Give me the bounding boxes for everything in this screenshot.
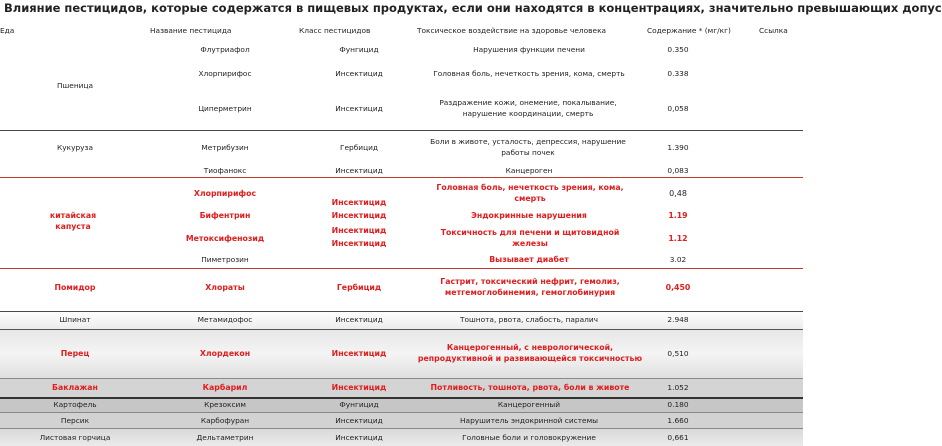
cell-pesticide: Хлордекон [199, 349, 251, 358]
separator [0, 428, 803, 429]
cell-effect: Боли в животе, усталость, депрессия, нарушение работы почек [430, 137, 626, 157]
cell-pesticide: Бифентрин [199, 211, 251, 220]
cell-content: 1.19 [668, 211, 688, 220]
cell-pesticide: Метрибузин [201, 143, 249, 152]
cell-content: 3.02 [669, 255, 687, 264]
cell-pesticide: Хлораты [205, 283, 245, 292]
cell-content: 0.338 [667, 69, 689, 78]
cell-food: Картофель [53, 400, 97, 409]
cell-pesticide: Дельтаметрин [196, 433, 254, 442]
column-header-content: Содержание * (мг/кг) [647, 26, 731, 35]
cell-effect: Эндокринные нарушения [471, 211, 587, 220]
cell-pesticide: Карбофуран [200, 416, 250, 425]
cell-content: 2.948 [667, 315, 689, 324]
cell-content: 1.12 [668, 234, 688, 243]
cell-effect: Канцерогенный, с неврологической, репродуктивной и развивающейся токсичностью [417, 343, 643, 363]
cell-effect: Раздражение кожи, онемение, покалывание, нарушение координации, смерть [439, 98, 617, 118]
cell-content: 1.052 [667, 383, 689, 392]
cell-class: Инсектицид [335, 69, 383, 78]
cell-class: Инсектицид [331, 198, 387, 207]
cell-content: 0,450 [665, 283, 691, 292]
cell-class: Гербицид [339, 143, 379, 152]
column-header-ref: Ссылка [759, 26, 788, 35]
cell-class: Инсектицид [335, 104, 383, 113]
cell-class: Инсектицид [331, 226, 387, 235]
cell-class: Фунгицид [339, 400, 379, 409]
cell-content: 0.180 [667, 400, 689, 409]
cell-effect: Канцероген [505, 166, 553, 175]
cell-food: Помидор [54, 283, 96, 292]
column-header-food: Еда [0, 26, 15, 35]
separator [0, 412, 803, 413]
cell-effect: Нарушения функции печени [473, 45, 585, 54]
cell-food: Персик [60, 416, 90, 425]
cell-effect: Головная боль, нечеткость зрения, кома, смерть [436, 183, 624, 203]
cell-pesticide: Крезоксим [204, 400, 246, 409]
cell-food: китайская капуста [49, 211, 97, 231]
cell-pesticide: Хлорпирифос [193, 189, 257, 198]
cell-effect: Канцерогенный [497, 400, 561, 409]
column-header-effect: Токсическое воздействие на здоровье человека [417, 26, 607, 35]
cell-class: Инсектицид [331, 349, 387, 358]
cell-pesticide: Циперметрин [198, 104, 252, 113]
cell-pesticide: Хлорпирифос [198, 69, 252, 78]
cell-pesticide: Метоксифенозид [185, 234, 265, 243]
cell-effect: Токсичность для печени и щитовидной железы [440, 228, 620, 248]
cell-effect: Головная боль, нечеткость зрения, кома, смерть [433, 69, 625, 78]
cell-food: Листовая горчица [39, 433, 111, 442]
cell-effect: Головные боли и головокружение [462, 433, 596, 442]
cell-food: Шпинат [59, 315, 91, 324]
cell-pesticide: Тиофанокс [203, 166, 247, 175]
separator [0, 130, 803, 131]
cell-content: 1.660 [667, 416, 689, 425]
cell-effect: Вызывает диабет [489, 255, 569, 264]
page-title: Влияние пестицидов, которые содержатся в пищевых продуктах, если они находятся в концентрациях, значительно превышающих допус [4, 1, 942, 15]
cell-class: Инсектицид [335, 433, 383, 442]
cell-pesticide: Карбарил [202, 383, 248, 392]
separator [0, 378, 803, 379]
cell-effect: Потливость, тошнота, рвота, боли в животе [430, 383, 630, 392]
cell-pesticide: Метамидофос [197, 315, 253, 324]
cell-content: 0,058 [667, 104, 689, 113]
cell-effect: Тошнота, рвота, слабость, паралич [459, 315, 599, 324]
cell-class: Инсектицид [335, 315, 383, 324]
cell-content: 1.390 [667, 143, 689, 152]
cell-food: Пшеница [56, 81, 94, 90]
cell-class: Инсектицид [335, 166, 383, 175]
separator [0, 329, 803, 330]
separator [0, 311, 803, 312]
cell-food: Перец [60, 349, 90, 358]
cell-content: 0,510 [667, 349, 689, 358]
cell-class: Гербицид [336, 283, 382, 292]
cell-content: 0,083 [667, 166, 689, 175]
separator [0, 268, 803, 269]
cell-class: Инсектицид [331, 383, 387, 392]
column-header-class: Класс пестицидов [299, 26, 371, 35]
cell-food: Баклажан [52, 383, 98, 392]
cell-effect: Гастрит, токсический нефрит, гемолиз, метгемоглобинемия, гемоглобинурия [440, 277, 620, 297]
cell-content: 0,661 [667, 433, 689, 442]
cell-content: 0.350 [667, 45, 689, 54]
cell-content: 0,48 [669, 189, 687, 198]
column-header-pesticide: Название пестицида [150, 26, 232, 35]
cell-food: Кукуруза [57, 143, 93, 152]
cell-pesticide: Пиметрозин [201, 255, 249, 264]
cell-class: Инсектицид [335, 416, 383, 425]
cell-class: Инсектицид [331, 211, 387, 220]
cell-pesticide: Флутриафол [200, 45, 250, 54]
cell-effect: Нарушитель эндокринной системы [459, 416, 598, 425]
cell-class: Инсектицид [331, 239, 387, 248]
cell-class: Фунгицид [339, 45, 379, 54]
separator [0, 177, 803, 178]
